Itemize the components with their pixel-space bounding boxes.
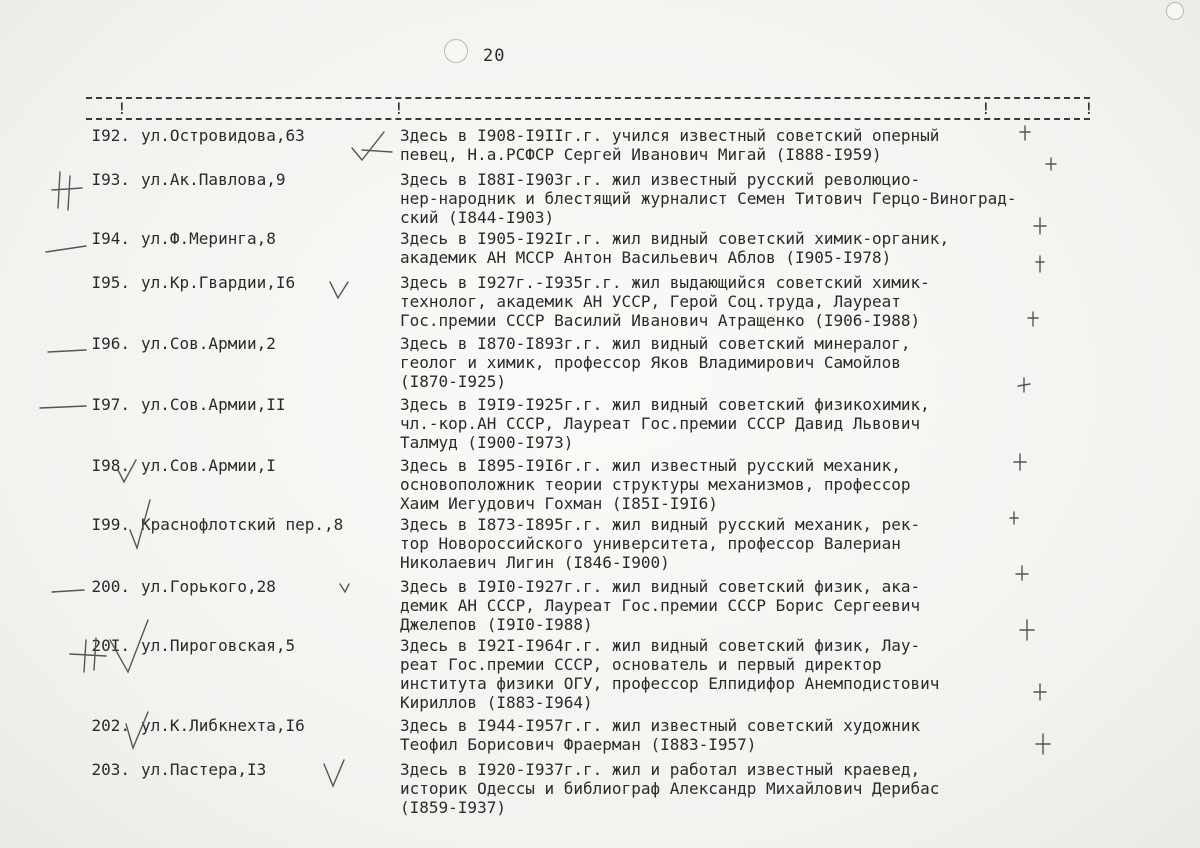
check-mark-icon: [362, 150, 392, 152]
entry-number: I98.: [91, 456, 130, 475]
entry-number: 202.: [91, 716, 130, 735]
entry-number: I96.: [91, 334, 130, 353]
entry-number: I93.: [91, 170, 130, 189]
column-separator-mark: !: [117, 99, 127, 118]
dash-mark: [46, 246, 86, 252]
entry-text: Здесь в I870-I893г.г. жил видный советский минералог, геолог и химик, профессор Яков Владимирович Самойлов (I870-I925): [400, 334, 911, 391]
column-separator-mark: !: [1084, 99, 1094, 118]
entry-text: Здесь в I905-I92Iг.г. жил видный советский химик-органик, академик АН МССР Антон Васильевич Аблов (I905-I978): [400, 229, 950, 267]
entry-address: ул.Горького,28: [141, 577, 276, 596]
check-mark-icon: [352, 132, 384, 160]
entry-number: 203.: [91, 760, 130, 779]
entry-text: Здесь в I873-I895г.г. жил видный русский механик, рек- тор Новороссийского университета, профессор Валериан Николаевич Лигин (I846-I900): [400, 515, 921, 572]
dash-mark: [40, 406, 86, 408]
column-separator-mark: !: [394, 99, 404, 118]
entry-address: ул.Сов.Армии,2: [141, 334, 276, 353]
page-number: 20: [483, 46, 506, 66]
check-mark-icon: [340, 584, 349, 592]
entry-address: ул.Пастера,I3: [141, 760, 267, 779]
entry-number: 20I.: [91, 636, 130, 655]
entry-text: Здесь в I920-I937г.г. жил и работал известный краевед, историк Одессы и библиограф Александр Михайлович Дерибас (I859-I937): [400, 760, 940, 817]
entry-number: I92.: [91, 126, 130, 145]
entry-number: I95.: [91, 273, 130, 292]
entry-number: I99.: [91, 515, 130, 534]
header-rule: [86, 118, 1090, 120]
entry-text: Здесь в I908-I9IIг.г. учился известный советский оперный певец, Н.а.РСФСР Сергей Иванович Мигай (I888-I959): [400, 126, 940, 164]
entry-number: I97.: [91, 395, 130, 414]
entry-address: ул.Сов.Армии,II: [141, 395, 286, 414]
punch-hole: [444, 39, 468, 63]
entry-text: Здесь в I88I-I903г.г. жил известный русский революцио- нер-народник и блестящий журналист Семен Титович Герцо-Виноград- ский (I844-I903): [400, 170, 1017, 227]
header-rule: [86, 97, 1090, 99]
entry-address: ул.Ак.Павлова,9: [141, 170, 286, 189]
entry-text: Здесь в I9I0-I927г.г. жил видный советский физик, ака- демик АН СССР, Лауреат Гос.премии СССР Борис Сергеевич Джелепов (I9I0-I988): [400, 577, 921, 634]
punch-hole: [1166, 2, 1184, 20]
dash-mark: [48, 350, 86, 352]
entry-address: ул.Островидова,63: [141, 126, 305, 145]
column-separator-mark: !: [981, 99, 991, 118]
entry-address: ул.К.Либкнехта,I6: [141, 716, 305, 735]
entry-address: ул.Пироговская,5: [141, 636, 296, 655]
entry-address: ул.Кр.Гвардии,I6: [141, 273, 296, 292]
entry-text: Здесь в I895-I9I6г.г. жил известный русский механик, основоположник теории структуры механизмов, профессор Хаим Иегудович Гохман (I85I-I9I6): [400, 456, 911, 513]
dash-mark: [52, 590, 84, 592]
entry-address: ул.Ф.Меринга,8: [141, 229, 276, 248]
check-mark-icon: [324, 760, 344, 786]
scribble-mark: [52, 172, 82, 210]
entry-text: Здесь в I9I9-I925г.г. жил видный советский физикохимик, чл.-кор.АН СССР, Лауреат Гос.премии СССР Давид Львович Талмуд (I900-I973): [400, 395, 930, 452]
check-mark-icon: [330, 282, 348, 298]
entry-address: Краснофлотский пер.,8: [141, 515, 344, 534]
entry-text: Здесь в I944-I957г.г. жил известный советский художник Теофил Борисович Фраерман (I883-I957): [400, 716, 921, 754]
entry-text: Здесь в I92I-I964г.г. жил видный советский физик, Лау- реат Гос.премии СССР, основатель и первый директор института физики ОГУ, профессор Елпидифор Анемподистович Кириллов (I883-I964): [400, 636, 940, 712]
entry-text: Здесь в I927г.-I935г.г. жил выдающийся советский химик- технолог, академик АН УССР, Герой Соц.труда, Лауреат Гос.премии СССР Василий Иванович Атращенко (I906-I988): [400, 273, 930, 330]
entry-number: I94.: [91, 229, 130, 248]
entry-address: ул.Сов.Армии,I: [141, 456, 276, 475]
entry-number: 200.: [91, 577, 130, 596]
